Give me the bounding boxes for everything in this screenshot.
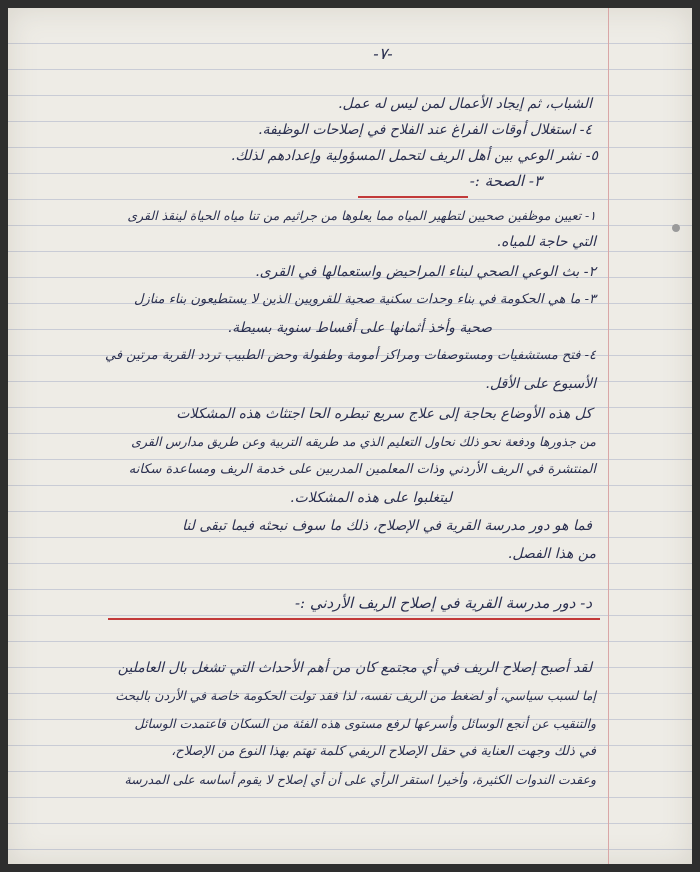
health-line-7: الأسبوع على الأقل. (485, 376, 596, 392)
paragraph3-line-2: إما لسبب سياسي، أو لضغط من الريف نفسه، لذا فقد تولت الحكومة خاصة في الأردن بالبحث (115, 688, 596, 703)
paragraph3-line-3: والتنقيب عن أنجع الوسائل وأسرعها لرفع مستوى هذه الفئة من السكان فاعتمدت الوسائل (134, 716, 596, 731)
top-line-3: ٥- نشر الوعي بين أهل الريف لتحمل المسؤولية وإعدادهم لذلك. (230, 148, 598, 164)
health-line-3: ٢- بث الوعي الصحي لبناء المراحيض واستعمالها في القرى. (255, 264, 596, 280)
health-line-4: ٣- ما هي الحكومة في بناء وحدات سكنية صحية للقرويين الذين لا يستطيعون بناء منازل (134, 292, 596, 307)
notebook-page (8, 8, 692, 864)
health-line-5: صحية وأخذ أثمانها على أقساط سنوية بسيطة. (227, 320, 492, 336)
paragraph3-line-1: لقد أصبح إصلاح الريف في أي مجتمع كان من أهم الأحداث التي تشغل بال العاملين (117, 660, 592, 676)
binding-hole (672, 224, 680, 232)
section-d-underline (108, 618, 600, 620)
section-d-heading: د- دور مدرسة القرية في إصلاح الريف الأردني :- (294, 594, 592, 612)
paragraph2-line-2: من هذا الفصل. (507, 546, 596, 562)
paragraph3-line-5: وعقدت الندوات الكثيرة، وأخيرا استقر الرأي على أن أي إصلاح لا يقوم أساسه على المدرسة (124, 772, 596, 787)
paragraph2-line-1: فما هو دور مدرسة القرية في الإصلاح، ذلك ما سوف نبحثه فيما تبقى لنا (182, 518, 592, 534)
health-line-6: ٤- فتح مستشفيات ومستوصفات ومراكز أمومة وطفولة وحض الطبيب تردد القرية مرتين في (104, 348, 596, 363)
section3-underline (358, 196, 468, 198)
health-line-1: ١- تعيين موظفين صحيين لتطهير المياه مما يعلوها من جراثيم من تنا مياه الحياة لينقذ القرى (127, 208, 596, 223)
paragraph1-line-1: كل هذه الأوضاع بحاجة إلى علاج سريع تبطره الحا اجتثاث هذه المشكلات (176, 406, 592, 422)
section3-heading: ٣- الصحة :- (469, 172, 542, 190)
margin-line (608, 8, 609, 864)
top-line-2: ٤- استغلال أوقات الفراغ عند الفلاح في إصلاحات الوظيفة. (258, 122, 592, 138)
paragraph1-line-4: ليتغلبوا على هذه المشكلات. (290, 490, 452, 506)
top-line-1: الشباب، ثم إيجاد الأعمال لمن ليس له عمل. (338, 96, 592, 112)
paragraph1-line-2: من جذورها ودفعة نحو ذلك نحاول التعليم الذي مد طريقه التربية وعن طريق مدارس القرى (131, 434, 596, 449)
page-number: -٧- (373, 44, 393, 63)
paragraph1-line-3: المنتشرة في الريف الأردني وذات المعلمين المدربين على خدمة الريف ومساعدة سكانه (128, 462, 596, 477)
health-line-2: التي حاجة للمياه. (496, 234, 596, 250)
paragraph3-line-4: في ذلك وجهت العناية في حقل الإصلاح الريفي كلمة تهتم بهذا النوع من الإصلاح، (171, 744, 596, 759)
